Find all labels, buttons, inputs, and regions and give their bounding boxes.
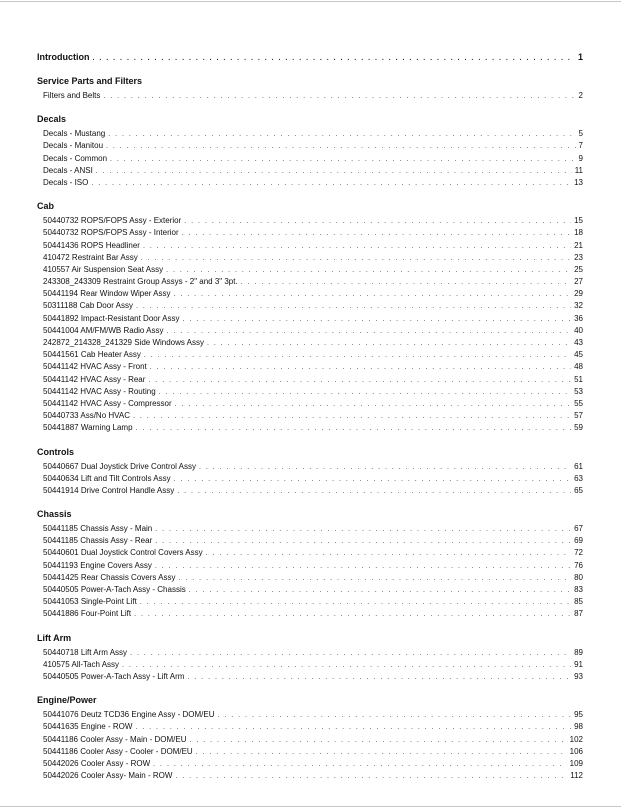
dot-leader xyxy=(136,423,572,435)
toc-entry-title: 50440733 Ass/No HVAC xyxy=(43,411,131,421)
toc-entry-page: 5 xyxy=(578,129,583,139)
toc-entry-title: 50441185 Chassis Assy - Rear xyxy=(43,536,153,546)
toc-entry-title: Decals - Mustang xyxy=(43,129,106,139)
toc-entry[interactable] xyxy=(37,461,583,473)
toc-entry[interactable] xyxy=(37,227,583,239)
toc-entry-title: 50441004 AM/FM/WB Radio Assy xyxy=(43,325,164,335)
toc-entry[interactable] xyxy=(37,584,583,596)
toc-entry[interactable] xyxy=(37,264,583,276)
dot-leader xyxy=(150,362,571,374)
dot-leader xyxy=(135,722,571,734)
dot-leader xyxy=(241,277,571,289)
toc-entry-page: 55 xyxy=(574,398,583,408)
toc-entry-page: 109 xyxy=(569,758,583,768)
dot-leader xyxy=(175,399,571,411)
toc-entry-page: 57 xyxy=(574,411,583,421)
toc-entry[interactable] xyxy=(37,177,583,189)
toc-entry-title: 50441193 Engine Covers Assy xyxy=(43,560,152,570)
page-bottom-rule xyxy=(0,806,621,807)
toc-entry-page: 27 xyxy=(574,277,583,287)
toc-section-title: Lift Arm xyxy=(37,632,72,643)
toc-entry-title: 50441142 HVAC Assy - Routing xyxy=(43,386,156,396)
toc-entry-page: 9 xyxy=(578,153,583,163)
toc-section-title: Controls xyxy=(37,446,74,457)
toc-entry-page: 89 xyxy=(574,647,583,657)
toc-entry-title: 50442026 Cooler Assy - ROW xyxy=(43,758,151,768)
toc-entry[interactable] xyxy=(37,746,583,758)
toc-entry-title: 242872_214328_241329 Side Windows Assy xyxy=(43,338,205,347)
toc-entry[interactable] xyxy=(37,758,583,770)
toc-entry-page: 65 xyxy=(574,485,583,495)
dot-leader xyxy=(184,216,571,228)
toc-entry-title: 50441561 Cab Heater Assy xyxy=(43,350,141,360)
toc-entry-page: 112 xyxy=(570,771,583,781)
toc-entry-title: 50440505 Power-A-Tach Assy - Lift Arm xyxy=(43,671,185,681)
toc-section-title: Chassis xyxy=(37,509,72,520)
toc-entry[interactable] xyxy=(37,140,583,152)
toc-section xyxy=(37,694,583,782)
toc-entry-page: 69 xyxy=(574,536,583,546)
toc-section-title: Engine/Power xyxy=(37,695,97,706)
toc-entry-title: Decals - Manitou xyxy=(43,141,104,151)
dot-leader xyxy=(207,338,571,350)
toc-section-title: Decals xyxy=(37,114,67,125)
toc-entry-page: 43 xyxy=(574,338,583,347)
dot-leader xyxy=(103,91,575,103)
toc-entry-title: Decals - ANSI xyxy=(43,165,93,175)
toc-entry-page: 102 xyxy=(569,734,583,744)
toc-entry-page: 91 xyxy=(574,659,583,669)
toc-entry[interactable] xyxy=(37,288,583,300)
toc-sections xyxy=(37,75,583,782)
dot-leader xyxy=(96,166,572,178)
toc-entry-page: 21 xyxy=(574,240,583,250)
toc-entry-page: 59 xyxy=(574,423,583,433)
toc-entry-title: 50440732 ROPS/FOPS Assy - Exterior xyxy=(43,216,182,226)
toc-entry[interactable] xyxy=(37,659,583,671)
toc-entry[interactable] xyxy=(37,422,583,434)
toc-entry[interactable] xyxy=(37,647,583,659)
toc-entry[interactable] xyxy=(37,485,583,497)
toc-entry-page: 40 xyxy=(574,325,583,335)
dot-leader xyxy=(182,228,571,240)
toc-section-title: Cab xyxy=(37,201,55,212)
toc-entry[interactable] xyxy=(37,560,583,572)
toc-entry-page: 23 xyxy=(574,252,583,262)
toc-entry-title: 410472 Restraint Bar Assy xyxy=(43,252,138,262)
toc-entry-title: 50441194 Rear Window Wiper Assy xyxy=(43,289,171,299)
dot-leader xyxy=(136,301,571,313)
toc-entry[interactable] xyxy=(37,410,583,422)
toc-entry-title: 50441186 Cooler Assy - Main - DOM/EU xyxy=(43,734,187,744)
toc-entry-title: 50441425 Rear Chassis Covers Assy xyxy=(43,572,176,582)
toc-section xyxy=(37,75,583,102)
toc-entry-title: 50441185 Chassis Assy - Main xyxy=(43,524,153,534)
dot-leader xyxy=(174,474,571,486)
toc-entry-title: 50441142 HVAC Assy - Front xyxy=(43,362,147,372)
dot-leader xyxy=(199,462,571,474)
toc-entry-page: 15 xyxy=(574,216,583,226)
toc-section xyxy=(37,200,583,434)
toc-entry-title: 50440505 Power-A-Tach Assy - Chassis xyxy=(43,585,186,594)
dot-leader xyxy=(93,52,575,66)
dot-leader xyxy=(144,350,571,362)
toc-entry-title: 50441886 Four-Point Lift xyxy=(43,609,132,619)
toc-entry-title: 50441892 Impact-Resistant Door Assy xyxy=(43,313,180,323)
toc-entry-title: 410575 All-Tach Assy xyxy=(43,659,120,669)
toc-entry-page: 32 xyxy=(574,301,583,311)
toc-entry-title: 50311188 Cab Door Assy xyxy=(43,301,133,311)
toc-entry-page: 1 xyxy=(577,52,583,62)
toc-entry[interactable] xyxy=(37,721,583,733)
dot-leader xyxy=(134,609,571,621)
toc-entry-title: 50441076 Deutz TCD36 Engine Assy - DOM/EU xyxy=(43,710,215,720)
toc-entry-page: 36 xyxy=(574,313,583,323)
toc-entry[interactable] xyxy=(37,313,583,325)
page-top-rule xyxy=(0,1,621,2)
toc-entry[interactable] xyxy=(37,608,583,620)
toc-entry-title: 50441635 Engine - ROW xyxy=(43,722,133,732)
toc-entry-title: 50441887 Warning Lamp xyxy=(43,423,133,433)
toc-entry[interactable] xyxy=(37,165,583,177)
toc-entry-title: Introduction xyxy=(37,52,90,62)
toc-entry[interactable] xyxy=(37,596,583,608)
dot-leader xyxy=(189,585,571,597)
dot-leader xyxy=(130,648,571,660)
toc-entry-page: 95 xyxy=(574,710,583,720)
toc-entry-title: Decals - ISO xyxy=(43,177,89,187)
dot-leader xyxy=(155,536,571,548)
dot-leader xyxy=(108,129,575,141)
table-of-contents xyxy=(37,50,583,793)
toc-entry[interactable] xyxy=(37,547,583,559)
dot-leader xyxy=(206,548,571,560)
dot-leader xyxy=(175,771,567,783)
toc-entry-page: 106 xyxy=(569,746,583,756)
toc-section xyxy=(37,446,583,498)
toc-entry-page: 18 xyxy=(574,228,583,238)
toc-entry[interactable] xyxy=(37,153,583,165)
toc-entry[interactable] xyxy=(37,734,583,746)
toc-entry-title: Filters and Belts xyxy=(43,91,101,100)
toc-section xyxy=(37,113,583,189)
toc-entry-page: 93 xyxy=(574,671,583,681)
dot-leader xyxy=(110,154,576,166)
toc-entry-page: 67 xyxy=(574,524,583,534)
toc-entry-page: 98 xyxy=(574,722,583,732)
toc-entry-page: 25 xyxy=(574,264,583,274)
toc-entry[interactable] xyxy=(37,128,583,140)
toc-entry-title: 50441142 HVAC Assy - Compressor xyxy=(43,398,172,408)
dot-leader xyxy=(179,573,572,585)
toc-entry[interactable] xyxy=(37,337,583,349)
dot-leader xyxy=(148,375,571,387)
toc-entry[interactable] xyxy=(37,215,583,227)
toc-entry-page: 80 xyxy=(574,572,583,582)
toc-entry[interactable] xyxy=(37,523,583,535)
dot-leader xyxy=(183,314,572,326)
dot-leader xyxy=(167,326,572,338)
toc-entry-page: 29 xyxy=(574,289,583,299)
dot-leader xyxy=(177,486,571,498)
toc-entry-page: 13 xyxy=(574,177,583,187)
toc-entry[interactable] xyxy=(37,240,583,252)
dot-leader xyxy=(159,387,571,399)
dot-leader xyxy=(133,411,571,423)
toc-entry[interactable] xyxy=(37,535,583,547)
toc-entry[interactable] xyxy=(37,386,583,398)
toc-entry-page: 53 xyxy=(574,386,583,396)
toc-entry-title: 50440601 Dual Joystick Control Covers Assy xyxy=(43,548,203,558)
toc-entry-title: 50441053 Single-Point Lift xyxy=(43,597,137,607)
toc-entry[interactable] xyxy=(37,671,583,683)
toc-entry-title: 50440718 Lift Arm Assy xyxy=(43,647,128,657)
toc-entry-title: 50440634 Lift and Tilt Controls Assy xyxy=(43,473,171,483)
toc-entry-title: 410557 Air Suspension Seat Assy xyxy=(43,264,164,274)
toc-entry-page: 76 xyxy=(574,560,583,570)
dot-leader xyxy=(189,735,566,747)
toc-entry[interactable] xyxy=(37,709,583,721)
toc-entry[interactable] xyxy=(37,398,583,410)
toc-entry-title: 50440667 Dual Joystick Drive Control Assy xyxy=(43,461,196,471)
dot-leader xyxy=(106,141,576,153)
toc-entry-page: 63 xyxy=(574,473,583,483)
dot-leader xyxy=(153,759,566,771)
dot-leader xyxy=(143,241,571,253)
toc-entry[interactable] xyxy=(37,300,583,312)
toc-entry[interactable] xyxy=(37,361,583,373)
toc-entry[interactable] xyxy=(37,374,583,386)
toc-entry-introduction[interactable] xyxy=(37,50,583,64)
toc-entry-page: 11 xyxy=(574,165,583,175)
toc-entry[interactable] xyxy=(37,276,583,288)
toc-entry-page: 87 xyxy=(574,609,583,619)
dot-leader xyxy=(141,253,571,265)
toc-section-title: Service Parts and Filters xyxy=(37,76,143,86)
dot-leader xyxy=(140,597,571,609)
dot-leader xyxy=(91,178,571,190)
toc-entry-page: 7 xyxy=(578,141,583,151)
toc-section xyxy=(37,632,583,684)
toc-entry-title: 50441142 HVAC Assy - Rear xyxy=(43,374,146,384)
dot-leader xyxy=(155,561,571,573)
toc-entry-page: 48 xyxy=(574,362,583,372)
toc-section xyxy=(37,508,583,621)
toc-entry-page: 51 xyxy=(574,374,583,384)
toc-entry[interactable] xyxy=(37,770,583,782)
dot-leader xyxy=(155,524,571,536)
toc-entry-title: 243308_243309 Restraint Group Assys - 2" and 3" 3pt. xyxy=(43,277,238,287)
toc-entry[interactable] xyxy=(37,572,583,584)
toc-entry-page: 72 xyxy=(574,548,583,558)
toc-entry-title: Decals - Common xyxy=(43,153,108,163)
toc-entry[interactable] xyxy=(37,349,583,361)
toc-entry-page: 83 xyxy=(574,585,583,594)
toc-entry-title: 50441436 ROPS Headliner xyxy=(43,240,140,250)
dot-leader xyxy=(173,289,571,301)
toc-entry-page: 85 xyxy=(574,597,583,607)
dot-leader xyxy=(187,672,571,684)
toc-entry-title: 50440732 ROPS/FOPS Assy - Interior xyxy=(43,228,179,238)
dot-leader xyxy=(218,710,572,722)
toc-entry-page: 61 xyxy=(574,461,583,471)
toc-entry-title: 50442026 Cooler Assy- Main - ROW xyxy=(43,771,173,781)
toc-entry[interactable] xyxy=(37,252,583,264)
toc-entry-title: 50441914 Drive Control Handle Assy xyxy=(43,485,175,495)
toc-entry[interactable] xyxy=(37,325,583,337)
dot-leader xyxy=(196,747,567,759)
toc-entry-page: 2 xyxy=(578,91,583,100)
toc-entry-page: 45 xyxy=(574,350,583,360)
toc-entry[interactable] xyxy=(37,473,583,485)
toc-entry[interactable] xyxy=(37,90,583,102)
toc-section-introduction xyxy=(37,50,583,64)
toc-entry-title: 50441186 Cooler Assy - Cooler - DOM/EU xyxy=(43,746,193,756)
dot-leader xyxy=(122,660,571,672)
